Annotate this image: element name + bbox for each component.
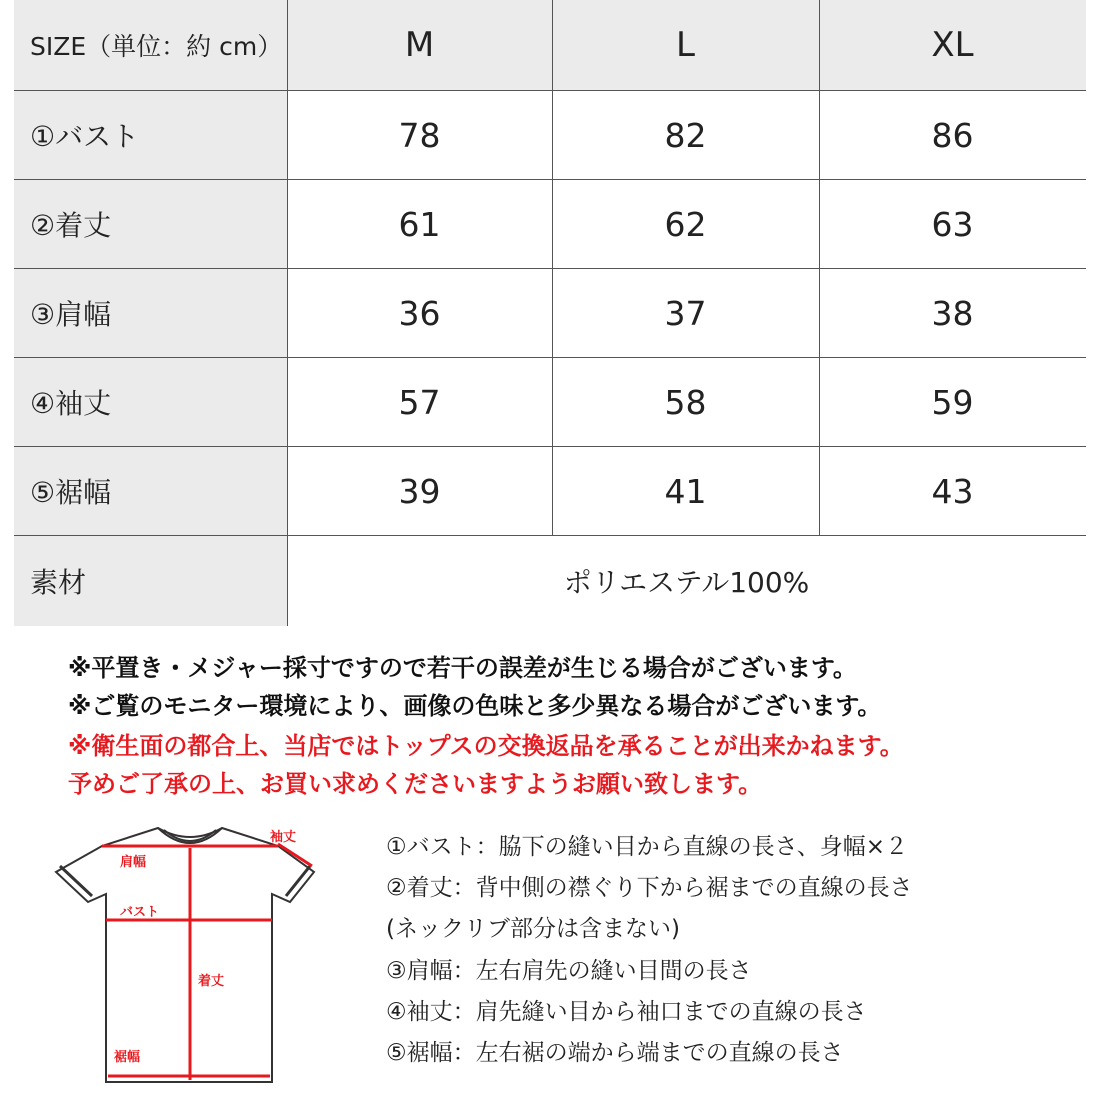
row-label: ⑤裾幅 [30,476,112,509]
table-divider [14,357,1086,358]
table-cell [552,269,819,357]
table-divider [14,90,1086,91]
size-header-xl [819,0,1086,90]
legend-length-note: (ネックリブ部分は含まない) [386,916,680,942]
diagram-label-sleeve: 袖丈 [270,830,297,845]
size-xl-label: XL [931,25,974,65]
row-label-bust [14,91,287,179]
table-divider [552,0,553,535]
cell-value: 38 [931,293,974,333]
table-divider [819,0,820,535]
material-value-cell [287,536,1086,626]
diagram-label-bust: バスト [120,905,160,920]
cell-value: 43 [931,471,974,511]
legend-bust: ①バスト：脇下の縫い目から直線の長さ、身幅×２ [386,834,908,860]
cell-value: 82 [664,115,707,155]
cell-value: 78 [398,115,441,155]
cell-value: 62 [664,204,707,244]
size-header-label: SIZE（単位：約 cm） [30,32,283,61]
row-label: ②着丈 [30,209,112,242]
row-label-shoulder [14,269,287,357]
table-cell [287,447,552,535]
note-acknowledge: 予めご了承の上、お買い求めくださいますようお願い致します。 [68,770,763,798]
cell-value: 63 [931,204,974,244]
table-cell [819,269,1086,357]
cell-value: 57 [398,382,441,422]
material-label: 素材 [30,566,87,599]
size-header-label-cell [14,0,287,90]
size-header-l [552,0,819,90]
cell-value: 61 [398,204,441,244]
cell-value: 39 [398,471,441,511]
table-cell [552,447,819,535]
table-cell [552,358,819,446]
cell-value: 36 [398,293,441,333]
note-measurement: ※平置き・メジャー採寸ですので若干の誤差が生じる場合がございます。 [68,654,857,682]
diagram-label-hem: 裾幅 [114,1050,141,1065]
size-header-m [287,0,552,90]
row-label-sleeve [14,358,287,446]
measurement-lines [102,844,312,1080]
note-monitor: ※ご覧のモニター環境により、画像の色味と多少異なる場合がございます。 [68,692,882,720]
table-divider [287,0,288,626]
legend-sleeve: ④袖丈：肩先縫い目から袖口までの直線の長さ [386,999,867,1025]
table-cell [552,91,819,179]
table-divider [14,535,1086,536]
table-cell [287,91,552,179]
table-cell [819,180,1086,268]
table-divider [14,268,1086,269]
tshirt-body-outline [56,828,314,1082]
row-label: ①バスト [30,120,140,153]
note-no-returns: ※衛生面の都合上、当店ではトップスの交換返品を承ることが出来かねます。 [68,732,904,760]
table-cell [819,358,1086,446]
cell-value: 59 [931,382,974,422]
size-m-label: M [404,25,435,65]
table-cell [819,447,1086,535]
sleeve-line [278,844,312,866]
table-cell [287,269,552,357]
tshirt-diagram [40,818,340,1098]
diagram-label-length: 着丈 [198,974,225,989]
material-value: ポリエステル100% [563,566,810,599]
tshirt-diagram-graphic [40,818,340,1098]
diagram-label-shoulder: 肩幅 [120,855,147,870]
cell-value: 86 [931,115,974,155]
row-label: ③肩幅 [30,298,112,331]
size-l-label: L [676,25,695,65]
material-label-cell [14,536,287,626]
legend-hem: ⑤裾幅：左右裾の端から端までの直線の長さ [386,1040,844,1066]
legend-shoulder: ③肩幅：左右肩先の縫い目間の長さ [386,958,752,984]
row-label: ④袖丈 [30,387,112,420]
table-cell [819,91,1086,179]
row-label-length [14,180,287,268]
size-table [14,0,1086,626]
table-cell [552,180,819,268]
cell-value: 58 [664,382,707,422]
cell-value: 37 [664,293,707,333]
legend-length: ②着丈：背中側の襟ぐり下から裾までの直線の長さ [386,875,913,901]
row-label-hem [14,447,287,535]
table-cell [287,180,552,268]
collar-inner-outline [164,830,216,841]
table-cell [287,358,552,446]
table-divider [14,179,1086,180]
tshirt-outline [56,828,314,1082]
table-divider [14,446,1086,447]
cell-value: 41 [664,471,707,511]
